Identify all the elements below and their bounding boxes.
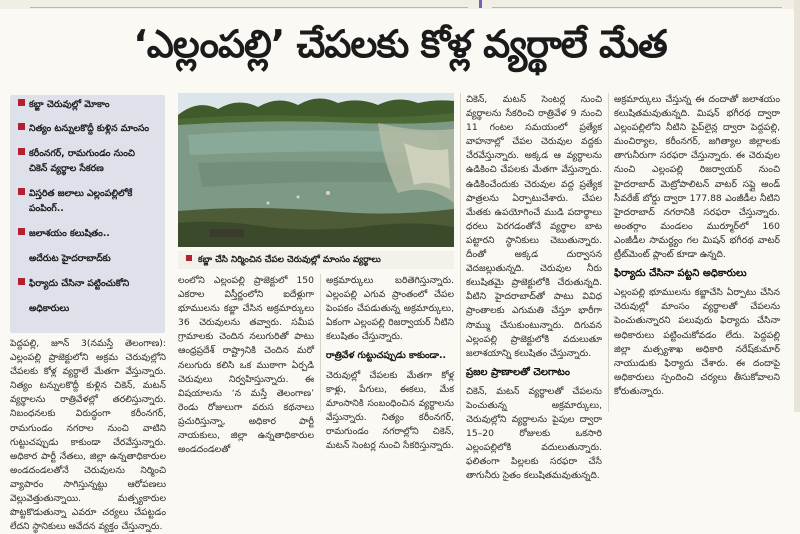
highlight-item: ఫిర్యాదు చేసినా పట్టించుకోని bbox=[18, 277, 129, 291]
article-column-5 bbox=[614, 93, 780, 412]
bullet-icon bbox=[18, 228, 25, 235]
highlight-item: జలాశయం కలుషితం.. bbox=[18, 227, 110, 241]
section-subhead: ప్రజల ప్రాణాలతో చెలగాటం bbox=[466, 366, 570, 378]
bullet-icon bbox=[18, 148, 25, 155]
column-rule bbox=[320, 274, 321, 412]
bullet-icon bbox=[186, 255, 192, 261]
highlight-item: కరీంనగర్, రామగుండం నుంచి bbox=[18, 147, 135, 161]
article-column-1 bbox=[10, 337, 166, 533]
highlight-item-continued: అధికారులు bbox=[29, 303, 70, 314]
highlight-item: విస్తరిత జలాలు ఎల్లంపల్లిలోకే bbox=[18, 187, 132, 201]
article-text: ఎల్లంపల్లి భూములను కబ్జాచేసి ఏర్పాటు చేసిన చెరువుల్లో మాంసం వ్యర్థాలతో చేపలను పెంచుతున్నారని పలువురు ఫిర్యాదు చేసినా అధికారులు పట్టించుకోవడం లేదు. పెద్దపల్లి జిల్లా మత్స్యశాఖ అధికారి నరేష్‌కుమార్ నాయుడుకు ఫిర్యాదు చేశారు. ఈ దందాపై అధికారులు స్పందించి చర్యలు తీసుకోవాలని కోరుతున్నారు. bbox=[614, 287, 780, 397]
top-strip-rule-left bbox=[30, 7, 468, 8]
highlight-item-continued: అదేరుట హైదరాబాద్‌కు bbox=[29, 253, 111, 264]
bullet-icon bbox=[18, 123, 25, 130]
top-strip-mark bbox=[479, 0, 482, 8]
highlight-item: నిత్యం టన్నులకొద్దీ కుళ్లిన మాంసం bbox=[18, 122, 149, 136]
photo-caption: కబ్జా చేసి నిర్మించిన చేపల చెరువుల్లో మాంసం వ్యర్థాలు bbox=[178, 251, 454, 269]
highlight-item-continued: చికెన్ వ్యర్థాల సేకరణ bbox=[29, 163, 104, 174]
article-text: అక్రమార్కులు చేస్తున్న ఈ దందాతో జలాశయం కలుషితమవుతున్నది. మిషన్ భగీరథ ద్వారా ఎల్లంపల్లిలోని నీటిని పైప్‌లైన్ల ద్వారా పెద్దపల్లి, మంచిర్యాల, కరీంనగర్, జగిత్యాల జిల్లాలకు తాగునీరుగా సరఫరా చేస్తున్నారు. ఈ చెరువుల నుంచి ఎల్లంపల్లి రిజర్వాయర్ నుంచి హైదరాబాద్ మెట్రోపాలిటన్ వాటర్ సప్లై అండ్ సీవరేజ్ బోర్డు ద్వారా 177.88 ఎంజీడీల నీటిని హైదరాబాద్ నగరానికి సరఫరా చేస్తున్నారు. అంతర్గాం మండలం ముర్మూర్‌లో 160 ఎంజీడీల సామర్థ్యం గల మిషన్ భగీరథ వాటర్ ట్రీట్‌మెంట్ ప్లాంట్ కూడా ఉన్నది. bbox=[614, 94, 780, 261]
highlight-item-continued: పంపింగ్.. bbox=[29, 203, 64, 214]
section-subhead: ఫిర్యాదు చేసినా పట్టని అధికారులు bbox=[614, 268, 747, 280]
column-rule bbox=[460, 93, 461, 412]
column-rule bbox=[608, 93, 609, 412]
article-column-4 bbox=[466, 93, 602, 482]
article-text: చికెన్, మటన్ సెంటర్ల నుంచి వ్యర్థాలను సేకరించి రాత్రివేళ 9 నుంచి 11 గంటల సమయంలో ప్రత్యేక వాహనాల్లో చేపల చెరువుల వద్దకు చేరవేస్తున్నారు. అక్కడ ఆ వ్యర్థాలను ఉడికించి చేపలకు మేతగా వేస్తున్నారు. ఉడికించేందుకు చెరువుల వద్ద ప్రత్యేక పాత్రలను ఏర్పాటుచేశారు. చేపల మేతకు ఉపయోగించే ముడి పదార్థాలు ధరలు పెరగడంతోనే వ్యర్థాల బాట పట్టారని స్థానికులు చెబుతున్నారు. దీంతో అక్కడ దుర్వాసన వెదజల్లుతున్నది. చెరువుల నీరు కలుషితమై ప్రాజెక్టులోకి చేరుతున్నది. వీటిని హైదరాబాద్‌తో పాటు వివిధ ప్రాంతాలకు ఎగుమతి చేస్తూ భారీగా సొమ్ము చేసుకుంటున్నారు. దిగువన ఎల్లంపల్లి ప్రాజెక్టులోకి వదులుతూ జలాశయాన్ని కలుషితం చేస్తున్నారు. bbox=[466, 94, 602, 359]
article-text: చికెన్, మటన్ వ్యర్థాలతో చేపలను పెంచుతున్న అక్రమార్కులు, చెరువుల్లోని వ్యర్థాలను పైపుల ద్వారా 15–20 రోజులకు ఒకసారి ఎల్లంపల్లిలోకి వదులుతున్నారు. ఫలితంగా పిల్లలకు సరఫరా చేసే తాగునీరు సైతం కలుషితమవుతున్నది. bbox=[466, 385, 602, 482]
bullet-icon bbox=[18, 188, 25, 195]
bullet-icon bbox=[18, 99, 25, 106]
top-strip-rule-right bbox=[492, 7, 782, 8]
article-text: చెరువుల్లో చేపలకు మేతగా కోళ్ల కాళ్లు, పేగులు, ఈకలు, మేక మాంసానికి సంబంధించిన వ్యర్థాలను వేస్తున్నారు. నిత్యం కరీంనగర్, రామగుండం నగరాల్లోని చికెన్, మటన్ సెంటర్ల నుంచి సేకరిస్తున్నారు. bbox=[326, 369, 454, 452]
headline: ‘ఎల్లంపల్లి’ చేపలకు కోళ్ల వ్యర్థాలే మేత bbox=[133, 22, 667, 66]
article-column-2 bbox=[178, 274, 314, 456]
article-column-3 bbox=[326, 274, 454, 452]
article-text: లంలోని ఎల్లంపల్లి ప్రాజెక్టులో 150 ఎకరాల విస్తీర్ణంలోని ఐదేళ్లుగా భూములను కబ్జా చేసిన అక్రమార్కులు 36 చెరువులను తవ్వారు. సమీప గ్రామాలకు చెందిన నలుగురితో పాటు ఆంధ్రప్రదేశ్ రాష్ట్రానికి చెందిన మరో నలుగురు కలిసి ఒక ముఠాగా ఏర్పడి చెరువులు నిర్వహిస్తున్నారు. ఈ విషయాలను ‘న మస్తే తెలంగాణ’ రెండు రోజులుగా వరుస కథనాలు ప్రచురిస్తున్నా, అధికార పార్టీ నాయకులు, జిల్లా ఉన్నతాధికారుల అండదండలతో bbox=[178, 275, 314, 456]
page-right-edge bbox=[794, 0, 800, 412]
pond-photo bbox=[178, 93, 454, 247]
article-text: అక్రమార్కులు బరితెగిస్తున్నారు. ఎల్లంపల్లి ఎగువ ప్రాంతంలో చేపల పెంపకం చేపడుతున్న అక్రమార్కులు, ఏకంగా ఎల్లంపల్లి రిజర్వాయర్ నీటిని కలుషితం చేస్తున్నారు. bbox=[326, 275, 454, 343]
article-text: పెద్దపల్లి, జూన్ 3(నమస్తే తెలంగాణ): ఎల్లంపల్లి ప్రాజెక్టులోని అక్రమ చెరువుల్లోని చేపలకు కోళ్ల వ్యర్థాలే మేతగా వేస్తున్నారు. నిత్యం టన్నులకొద్దీ కుళ్లిన చికెన్, మటన్ వ్యర్థాలను రాత్రివేళల్లో తరలిస్తున్నారు. నిబంధనలకు విరుద్ధంగా కరీంనగర్, రామగుండం నగరాల నుంచి వాటిని గుట్టుచప్పుడు కాకుండా చేరవేస్తున్నారు. అధికార పార్టీ నేతలు, జిల్లా ఉన్నతాధికారుల అండదండలతోనే చెరువులను నిర్మించి వ్యాపారం సాగిస్తున్నట్టు ఆరోపణలు వెల్లువెత్తుతున్నాయి. మత్స్యకారుల పొట్టకొడుతున్నా ఎవరూ చర్యలు చేపట్టడం లేదని స్థానికులు ఆవేదన వ్యక్తం చేస్తున్నారు. bbox=[10, 338, 166, 533]
highlight-item: కబ్జా చెరువుల్లో మోకాం bbox=[18, 98, 110, 112]
bullet-icon bbox=[18, 278, 25, 285]
section-subhead: రాత్రివేళ గుట్టుచప్పుడు కాకుండా.. bbox=[326, 350, 447, 362]
